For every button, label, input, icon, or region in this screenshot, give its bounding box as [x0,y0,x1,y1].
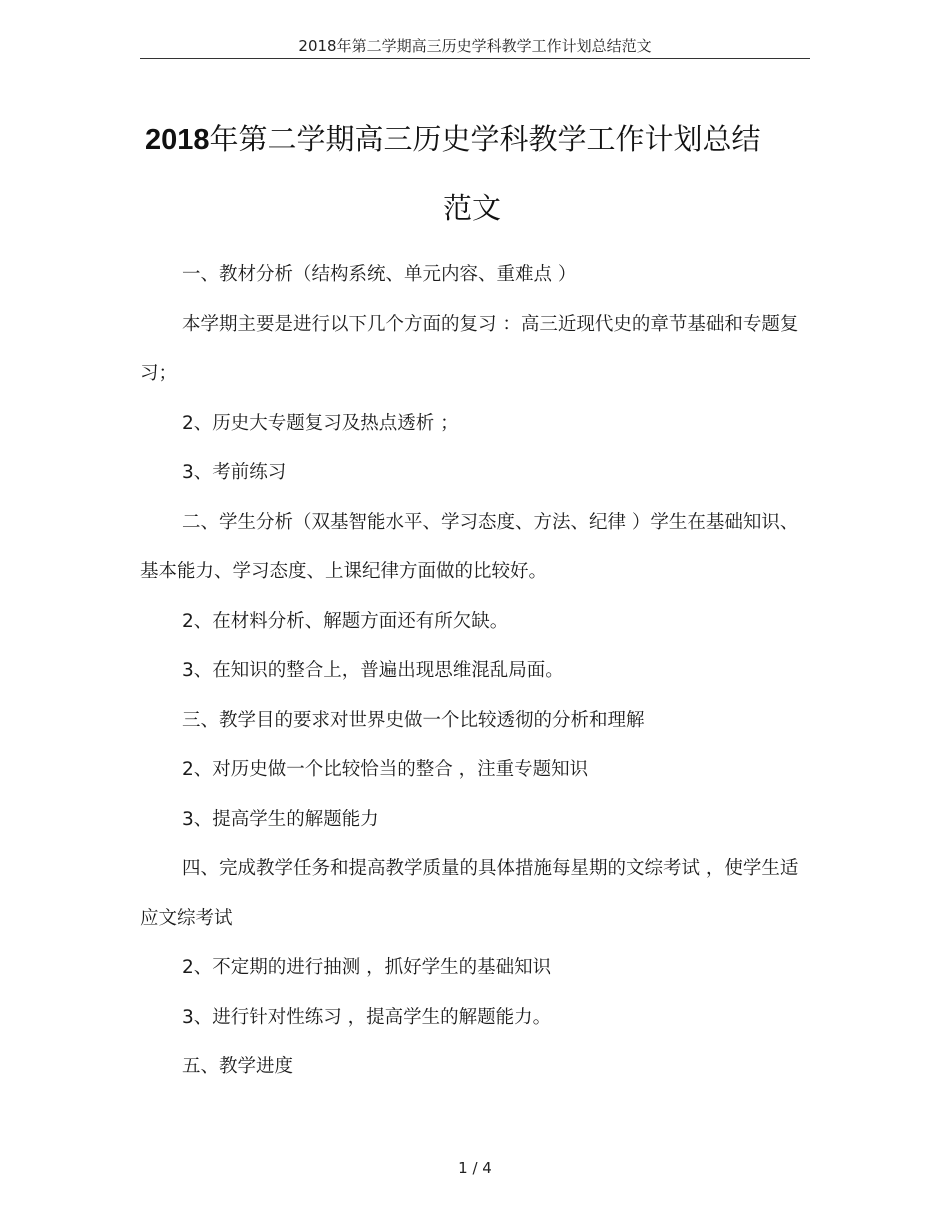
paragraph-measure-item-3: 3、进行针对性练习 ，提高学生的解题能力。 [182,1006,552,1028]
paragraph-goal-item-2: 2、对历史做一个比较恰当的整合 ，注重专题知识 [182,759,589,780]
paragraph-review-focus: 本学期主要是进行以下几个方面的复习 ：高三近现代史的章节基础和专题复习； [140,313,799,384]
paragraph-review-item-3: 3、考前练习 [182,462,287,483]
document-title-year: 2018 [145,124,210,156]
running-header: 2018年第二学期高三历史学科教学工作计划总结范文 [298,37,652,55]
paragraph-measure-item-2: 2、不定期的进行抽测 ，抓好学生的基础知识 [182,957,552,978]
paragraph-student-item-2: 2、在材料分析、解题方面还有所欠缺。 [182,610,509,632]
paragraph-review-item-2: 2、历史大专题复习及热点透析 ； [182,412,459,434]
header-divider [140,58,810,59]
paragraph-student-analysis: 二、学生分析（双基智能水平、学习态度、方法、纪律 ）学生在基础知识、基本能力、学习态度、上课纪律方面做的比较好。 [140,511,799,582]
paragraph-student-item-3: 3、在知识的整合上，普遍出现思维混乱局面。 [182,660,564,681]
paragraph-measures: 四、完成教学任务和提高教学质量的具体措施每星期的文综考试 ，使学生适应文综考试 [140,858,799,929]
document-title-line-1 [145,121,761,158]
paragraph-teaching-goals: 三、教学目的要求对世界史做一个比较透彻的分析和理解 [182,709,645,731]
paragraph-teaching-schedule: 五、教学进度 [182,1056,294,1077]
document-body [140,250,810,1092]
paragraph-textbook-analysis: 一、教材分析（结构系统、单元内容、重难点 ） [182,264,577,285]
page-number: 1 / 4 [458,1159,492,1177]
paragraph-goal-item-3: 3、提高学生的解题能力 [182,808,379,830]
document-title-line-2: 范文 [443,191,502,225]
document-title-text: 年第二学期高三历史学科教学工作计划总结 [209,122,761,156]
